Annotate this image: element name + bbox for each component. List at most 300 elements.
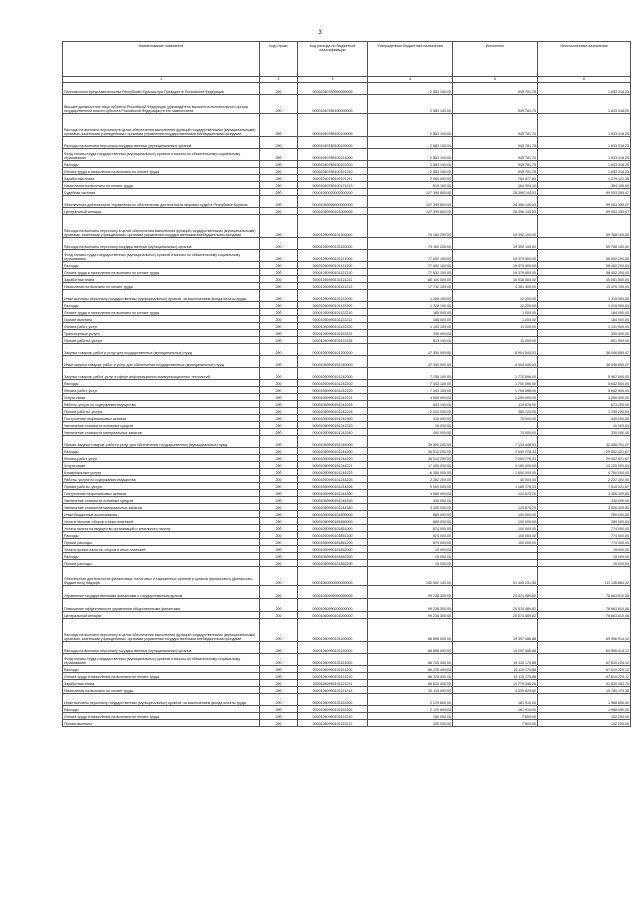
row-executed-amount: 7 800,00 <box>453 720 538 727</box>
row-executed-amount: 4 180 000,00 <box>453 462 538 469</box>
row-classification-code: 00001040780100121000 <box>298 149 368 161</box>
row-approved-amount: 77 632 100,00 <box>368 250 453 262</box>
column-number: 6 <box>538 77 631 83</box>
row-executed-amount: 40 000,00 <box>453 476 538 483</box>
row-line-code: 200 <box>260 208 298 215</box>
row-approved-amount: 36 512 200,00 <box>368 448 453 455</box>
row-line-code: 200 <box>260 720 298 727</box>
row-classification-code: 00001050990101851290 <box>298 539 368 546</box>
table-row <box>63 302 631 309</box>
row-indicator-name: Коммунальные услуги <box>63 469 260 476</box>
row-line-code: 200 <box>260 619 298 642</box>
row-indicator-name: Расходы <box>63 532 260 539</box>
row-approved-amount: 36 012 200,00 <box>368 455 453 462</box>
row-executed-amount: 19 297 086,88 <box>453 642 538 654</box>
row-approved-amount: 2 583 100,00 <box>368 95 453 114</box>
row-classification-code: 00001050990101240000 <box>298 356 368 368</box>
row-classification-code: 00001050990101851200 <box>298 532 368 539</box>
row-classification-code: 00001060990101121210 <box>298 673 368 680</box>
table-row <box>63 290 631 302</box>
row-line-code: 200 <box>260 290 298 302</box>
row-unexecuted-amount: 99 003 355,47 <box>538 189 631 196</box>
table-row <box>63 469 631 476</box>
row-executed-amount: 181 910,00 <box>453 694 538 706</box>
row-executed-amount: 949 781,75 <box>453 137 538 149</box>
row-indicator-name: Заработная плата <box>63 276 260 283</box>
row-indicator-name: Оплата труда и начисления на выплаты по оплате труда <box>63 713 260 720</box>
row-approved-amount: 889 000,00 <box>368 518 453 525</box>
row-approved-amount: 2 170 600,00 <box>368 706 453 713</box>
table-row <box>63 401 631 408</box>
row-line-code: 200 <box>260 504 298 511</box>
row-unexecuted-amount: 59 768 100,00 <box>538 215 631 238</box>
row-approved-amount: 79 160 200,00 <box>368 238 453 250</box>
table-row <box>63 408 631 415</box>
row-executed-amount: 19 379 900,00 <box>453 269 538 276</box>
row-indicator-name: Закупка товаров, работ, услуг в сфере информационно-коммуникационных технологий <box>63 368 260 380</box>
row-line-code: 200 <box>260 394 298 401</box>
row-line-code: 200 <box>260 262 298 269</box>
table-row <box>63 337 631 344</box>
table-row <box>63 309 631 316</box>
row-executed-amount: 19 115 175,88 <box>453 654 538 666</box>
table-row <box>63 250 631 262</box>
row-unexecuted-amount: 58 452 200,00 <box>538 250 631 262</box>
row-indicator-name: Повышение эффективности управления общественными финансами <box>63 599 260 612</box>
table-row <box>63 539 631 546</box>
row-indicator-name: Расходы <box>63 302 260 309</box>
row-classification-code: 00001050990101244226 <box>298 483 368 490</box>
row-line-code: 200 <box>260 269 298 276</box>
row-line-code: 200 <box>260 168 298 175</box>
row-line-code: 200 <box>260 560 298 567</box>
row-indicator-name: Поступление нефинансовых активов <box>63 490 260 497</box>
row-classification-code: 00001050990101244220 <box>298 455 368 462</box>
row-approved-amount: 400 000,00 <box>368 429 453 436</box>
row-classification-code: 00001050990101121211 <box>298 276 368 283</box>
table-row <box>63 462 631 469</box>
table-row <box>63 161 631 168</box>
table-row <box>63 83 631 95</box>
row-unexecuted-amount: 13 370 700,00 <box>538 283 631 290</box>
row-unexecuted-amount: 15 000,00 <box>538 422 631 429</box>
row-classification-code: 00001040780100121213 <box>298 182 368 189</box>
row-unexecuted-amount: 330 000,00 <box>538 330 631 337</box>
row-unexecuted-amount: 184 000,00 <box>538 309 631 316</box>
row-approved-amount: 2 583 100,00 <box>368 149 453 161</box>
row-approved-amount: 150 000,00 <box>368 713 453 720</box>
row-executed-amount: 949 781,75 <box>453 95 538 114</box>
row-indicator-name: Расходы <box>63 666 260 673</box>
row-executed-amount: 100 000,00 <box>453 539 538 546</box>
table-row <box>63 215 631 238</box>
row-unexecuted-amount: 184 000,00 <box>538 316 631 323</box>
table-row <box>63 586 631 599</box>
row-indicator-name: Прочие работы, услуги <box>63 337 260 344</box>
row-classification-code: 00001050990101122000 <box>298 290 368 302</box>
row-executed-amount: 949 781,75 <box>453 161 538 168</box>
column-number: 3 <box>298 77 368 83</box>
row-executed-amount: 1 000,00 <box>453 309 538 316</box>
row-indicator-name: Заработная плата <box>63 175 260 182</box>
row-executed-amount: 1 700 596,00 <box>453 380 538 387</box>
row-executed-amount: 4 361 400,00 <box>453 283 538 290</box>
row-unexecuted-amount: 29 002 421,67 <box>538 455 631 462</box>
table-row <box>63 380 631 387</box>
row-indicator-name: Фонд оплаты труда государственных (муниципальных) органов и взносы по обязательному социальному страхованию <box>63 250 260 262</box>
row-executed-amount <box>453 553 538 560</box>
row-executed-amount: 100 000,00 <box>453 518 538 525</box>
table-row <box>63 455 631 462</box>
row-executed-amount: 19 379 900,00 <box>453 250 538 262</box>
row-line-code: 200 <box>260 175 298 182</box>
row-unexecuted-amount: 67 610 224,12 <box>538 666 631 673</box>
row-unexecuted-amount: 1 633 318,25 <box>538 149 631 161</box>
row-approved-amount: 2 583 100,00 <box>368 137 453 149</box>
row-classification-code: 00001050990101121210 <box>298 269 368 276</box>
row-line-code: 200 <box>260 469 298 476</box>
row-unexecuted-amount: 58 452 200,00 <box>538 269 631 276</box>
row-line-code: 200 <box>260 654 298 666</box>
row-line-code: 200 <box>260 302 298 309</box>
row-line-code: 200 <box>260 713 298 720</box>
row-approved-amount: 3 580 000,00 <box>368 490 453 497</box>
row-classification-code: 00001050990101120000 <box>298 238 368 250</box>
table-row <box>63 490 631 497</box>
row-unexecuted-amount: 15 000,00 <box>538 560 631 567</box>
row-executed-amount: 1 600 000,00 <box>453 469 538 476</box>
row-indicator-name: Высшее должностное лицо субъекта Российской Федерации (руководитель высшего исполнительного органа государственной власти субъекта Российской Федерации) и его заместители <box>63 95 260 114</box>
row-unexecuted-amount: 111 136 864,32 <box>538 567 631 586</box>
row-approved-amount: 127 399 600,00 <box>368 208 453 215</box>
row-unexecuted-amount: 1 633 318,25 <box>538 95 631 114</box>
row-indicator-name: Расходы <box>63 448 260 455</box>
row-indicator-name: Оплата работ, услуг <box>63 455 260 462</box>
row-executed-amount: 181 910,00 <box>453 706 538 713</box>
row-unexecuted-amount: 774 000,00 <box>538 532 631 539</box>
row-indicator-name: Фонд оплаты труда государственных (муниципальных) органов и взносы по обязательному социальному страхованию <box>63 654 260 666</box>
row-classification-code: 00001050990101244221 <box>298 462 368 469</box>
row-approved-amount: 2 583 100,00 <box>368 168 453 175</box>
row-indicator-name: Услуги связи <box>63 394 260 401</box>
row-classification-code: 00001050990101851000 <box>298 525 368 532</box>
row-classification-code: 00001060990101122212 <box>298 720 368 727</box>
row-executed-amount: 19 392 100,00 <box>453 238 538 250</box>
row-executed-amount: 12 200,00 <box>453 290 538 302</box>
table-row <box>63 387 631 394</box>
row-approved-amount: 77 632 100,00 <box>368 269 453 276</box>
row-line-code: 200 <box>260 673 298 680</box>
row-indicator-name: Управление государственными финансами и государственным долгом <box>63 586 260 599</box>
row-executed-amount <box>453 497 538 504</box>
row-classification-code: 00001050990101242340 <box>298 429 368 436</box>
row-unexecuted-amount: 78 663 810,08 <box>538 612 631 619</box>
row-indicator-name: Иные закупки товаров, работ и услуг для обеспечения государственных (муниципальных) нужд <box>63 356 260 368</box>
row-classification-code: 00001050990101242220 <box>298 387 368 394</box>
row-line-code: 200 <box>260 586 298 599</box>
table-row <box>63 680 631 687</box>
row-classification-code: 00001050990101200000 <box>298 344 368 356</box>
row-indicator-name: Обеспечение деятельности финансовых, налоговых и таможенных органов и органов финансового (финансово-бюджетного) надзора <box>63 567 260 586</box>
row-indicator-name: Центральный аппарат <box>63 208 260 215</box>
row-approved-amount: 60 100 000,00 <box>368 276 453 283</box>
row-approved-amount: 1 143 100,00 <box>368 323 453 330</box>
row-unexecuted-amount: 5 642 504,00 <box>538 380 631 387</box>
row-indicator-name: Расходы на выплаты персоналу государственных (муниципальных) органов <box>63 238 260 250</box>
row-line-code: 200 <box>260 316 298 323</box>
row-line-code: 200 <box>260 666 298 673</box>
row-line-code: 200 <box>260 161 298 168</box>
row-approved-amount: 88 896 000,00 <box>368 619 453 642</box>
row-indicator-name: Прочие расходы <box>63 560 260 567</box>
row-classification-code: 00001060990101121000 <box>298 654 368 666</box>
row-executed-amount: 4 335 829,62 <box>453 687 538 694</box>
row-classification-code: 00001050990101852290 <box>298 560 368 567</box>
row-classification-code: 00001060990101121211 <box>298 680 368 687</box>
row-indicator-name: Прочие выплаты <box>63 720 260 727</box>
row-executed-amount: 8 904 044,53 <box>453 344 538 356</box>
row-approved-amount: 15 000,00 <box>368 560 453 567</box>
table-row <box>63 330 631 337</box>
row-executed-amount: 11 200,00 <box>453 323 538 330</box>
row-line-code: 200 <box>260 182 298 189</box>
row-approved-amount: 2 170 600,00 <box>368 694 453 706</box>
row-approved-amount: 2 262 200,00 <box>368 476 453 483</box>
table-row <box>63 706 631 713</box>
row-unexecuted-amount: 1 315 900,00 <box>538 290 631 302</box>
row-indicator-name: Расходы <box>63 553 260 560</box>
table-row <box>63 720 631 727</box>
header-budget-classification-code: Код расхода по бюджетной классификации <box>298 42 368 77</box>
row-executed-amount: 1 770 596,00 <box>453 368 538 380</box>
row-unexecuted-amount: 15 780 170,38 <box>538 687 631 694</box>
row-indicator-name: Судебная система <box>63 189 260 196</box>
row-indicator-name: Полномочного представительства Республики Бурятия при Президенте Российской Федерации <box>63 83 260 95</box>
row-approved-amount: 7 343 100,00 <box>368 387 453 394</box>
row-unexecuted-amount: 99 003 355,47 <box>538 208 631 215</box>
row-indicator-name: Расходы на выплаты персоналу в целях обеспечения выполнения функций государственными (муниципальными) органами, казенными учреждениями, органами управления государственными внебюджетными фондами <box>63 215 260 238</box>
row-classification-code: 00001050990101122226 <box>298 337 368 344</box>
row-indicator-name: Закупка товаров, работ и услуг для государственных (муниципальных) нужд <box>63 344 260 356</box>
header-unexecuted-assignments: Неисполненные назначения <box>538 42 631 77</box>
row-line-code: 200 <box>260 283 298 290</box>
row-approved-amount: 1 328 100,00 <box>368 302 453 309</box>
row-line-code: 200 <box>260 380 298 387</box>
table-row <box>63 654 631 666</box>
row-approved-amount: 4 500 000,00 <box>368 394 453 401</box>
row-indicator-name: Увеличение стоимости основных средств <box>63 422 260 429</box>
table-row <box>63 114 631 137</box>
row-indicator-name: Расходы на выплаты персоналу в целях обеспечения выполнения функций государственными (муниципальными) органами, казенными учреждениями, органами управления государственными внебюджетными фондами <box>63 619 260 642</box>
row-approved-amount: 17 400 000,00 <box>368 462 453 469</box>
row-executed-amount: 19 392 100,00 <box>453 215 538 238</box>
table-row <box>63 448 631 455</box>
row-approved-amount: 86 725 400,00 <box>368 666 453 673</box>
row-indicator-name: Увеличение стоимости материальных запасов <box>63 429 260 436</box>
row-approved-amount: 2 010 000,00 <box>368 408 453 415</box>
row-approved-amount: 39 592 200,00 <box>368 436 453 448</box>
row-classification-code: 00001050990101121000 <box>298 250 368 262</box>
row-line-code: 200 <box>260 309 298 316</box>
row-classification-code: 00001060990200000000 <box>298 599 368 612</box>
table-row <box>63 713 631 720</box>
row-approved-amount: 874 000,00 <box>368 532 453 539</box>
row-line-code: 200 <box>260 539 298 546</box>
row-classification-code: 00001050990101244340 <box>298 504 368 511</box>
row-approved-amount: 127 399 600,00 <box>368 196 453 208</box>
row-unexecuted-amount: 142 200,00 <box>538 713 631 720</box>
row-executed-amount <box>453 546 538 553</box>
row-indicator-name: Прочие работы, услуги <box>63 483 260 490</box>
table-row <box>63 483 631 490</box>
row-unexecuted-amount: 58 452 200,00 <box>538 262 631 269</box>
row-indicator-name: Расходы <box>63 262 260 269</box>
row-unexecuted-amount: 45 081 500,00 <box>538 276 631 283</box>
row-classification-code: 00001050990101122212 <box>298 316 368 323</box>
column-number: 5 <box>453 77 538 83</box>
budget-execution-table <box>62 41 631 727</box>
row-unexecuted-amount: 69 598 914,12 <box>538 642 631 654</box>
row-executed-amount: 1 000,00 <box>453 316 538 323</box>
row-approved-amount: 2 583 100,00 <box>368 114 453 137</box>
row-unexecuted-amount: 1 759 280,00 <box>538 408 631 415</box>
row-executed-amount: 19 115 175,88 <box>453 673 538 680</box>
row-unexecuted-amount: 345 000,00 <box>538 415 631 422</box>
row-unexecuted-amount: 789 000,00 <box>538 518 631 525</box>
row-executed-amount: 784 877,65 <box>453 175 538 182</box>
row-classification-code: 00001050990101242225 <box>298 401 368 408</box>
row-executed-amount: 12 200,00 <box>453 302 538 309</box>
row-unexecuted-amount: 78 663 810,08 <box>538 586 631 599</box>
row-unexecuted-amount: 142 200,00 <box>538 720 631 727</box>
row-executed-amount: 949 781,75 <box>453 149 538 161</box>
row-line-code: 200 <box>260 532 298 539</box>
table-row <box>63 415 631 422</box>
row-indicator-name: Оплата труда и начисления на выплаты по оплате труда <box>63 309 260 316</box>
row-unexecuted-amount: 1 988 690,00 <box>538 694 631 706</box>
row-classification-code: 00001040780000000000 <box>298 83 368 95</box>
column-number: 2 <box>260 77 298 83</box>
table-row <box>63 619 631 642</box>
row-approved-amount: 20 115 000,00 <box>368 687 453 694</box>
row-approved-amount: 99 238 300,00 <box>368 599 453 612</box>
row-indicator-name: Расходы на выплаты персоналу государственных (муниципальных) органов <box>63 642 260 654</box>
row-unexecuted-amount: 3 456 329,80 <box>538 490 631 497</box>
table-row <box>63 196 631 208</box>
row-line-code: 200 <box>260 337 298 344</box>
table-row <box>63 436 631 448</box>
row-line-code: 200 <box>260 401 298 408</box>
row-indicator-name: Оплата труда и начисления на выплаты по оплате труда <box>63 269 260 276</box>
row-unexecuted-amount: 1 633 318,25 <box>538 137 631 149</box>
row-line-code: 200 <box>260 137 298 149</box>
row-line-code: 200 <box>260 429 298 436</box>
row-classification-code: 00001060990101122210 <box>298 713 368 720</box>
row-classification-code: 00001050990101000000 <box>298 208 368 215</box>
row-line-code: 200 <box>260 189 298 196</box>
row-classification-code: 00001040780100121211 <box>298 175 368 182</box>
row-executed-amount: 20 574 489,82 <box>453 612 538 619</box>
row-unexecuted-amount: 2 222 200,00 <box>538 476 631 483</box>
row-executed-amount: 7 009 778,33 <box>453 455 538 462</box>
row-line-code: 200 <box>260 344 298 356</box>
row-approved-amount: 127 399 600,00 <box>368 189 453 196</box>
header-executed: Исполнено <box>453 42 538 77</box>
table-row <box>63 560 631 567</box>
row-classification-code: 00001050990101122220 <box>298 323 368 330</box>
table-row <box>63 553 631 560</box>
row-unexecuted-amount: 430 000,00 <box>538 497 631 504</box>
row-approved-amount: 15 000,00 <box>368 546 453 553</box>
row-line-code: 200 <box>260 525 298 532</box>
table-row <box>63 532 631 539</box>
table-row <box>63 262 631 269</box>
row-executed-amount: 7 800,00 <box>453 713 538 720</box>
row-classification-code: 00001060990000000000 <box>298 586 368 599</box>
row-classification-code: 00001050990101244225 <box>298 476 368 483</box>
row-classification-code: 00001040780100100000 <box>298 114 368 137</box>
row-classification-code: 00001050990101242000 <box>298 368 368 380</box>
table-row <box>63 504 631 511</box>
row-approved-amount: 15 000,00 <box>368 422 453 429</box>
row-executed-amount: 11 200,00 <box>453 337 538 344</box>
table-row <box>63 599 631 612</box>
row-unexecuted-amount: 13 220 000,00 <box>538 462 631 469</box>
row-approved-amount: 813 100,00 <box>368 337 453 344</box>
row-executed-amount: 19 115 175,88 <box>453 666 538 673</box>
row-approved-amount: 330 000,00 <box>368 330 453 337</box>
row-approved-amount: 3 150 000,00 <box>368 504 453 511</box>
row-indicator-name: Расходы <box>63 380 260 387</box>
row-executed-amount: 14 779 346,26 <box>453 680 538 687</box>
row-line-code: 200 <box>260 497 298 504</box>
row-indicator-name: Прочая закупка товаров, работ и услуг для обеспечения государственных (муниципальных) нужд <box>63 436 260 448</box>
row-classification-code: 00001060990101100000 <box>298 619 368 642</box>
row-classification-code: 00001050990101242221 <box>298 394 368 401</box>
row-line-code: 200 <box>260 567 298 586</box>
row-line-code: 200 <box>260 483 298 490</box>
table-row <box>63 269 631 276</box>
table-row <box>63 276 631 283</box>
row-classification-code: 00001050990101100000 <box>298 215 368 238</box>
row-indicator-name: Услуги связи <box>63 462 260 469</box>
row-approved-amount: 2 064 000,00 <box>368 175 453 182</box>
row-unexecuted-amount: 51 830 053,74 <box>538 680 631 687</box>
row-approved-amount: 9 000 000,00 <box>368 483 453 490</box>
row-executed-amount: 164 904,10 <box>453 182 538 189</box>
row-executed-amount: 28 396 144,53 <box>453 196 538 208</box>
row-line-code: 200 <box>260 330 298 337</box>
row-approved-amount: 6 350 000,00 <box>368 469 453 476</box>
row-classification-code: 00001050990101244223 <box>298 469 368 476</box>
row-executed-amount: 20 574 489,82 <box>453 586 538 599</box>
row-approved-amount: 66 610 400,00 <box>368 680 453 687</box>
table-row <box>63 694 631 706</box>
table-row <box>63 283 631 290</box>
row-unexecuted-amount: 789 000,00 <box>538 511 631 518</box>
column-number: 4 <box>368 77 453 83</box>
header-indicator-name: Наименование показателя <box>63 42 260 77</box>
row-unexecuted-amount: 15 000,00 <box>538 553 631 560</box>
row-indicator-name: Расходы на выплаты персоналу государственных (муниципальных) органов <box>63 137 260 149</box>
row-executed-amount: 123 670,20 <box>453 504 538 511</box>
row-line-code: 200 <box>260 387 298 394</box>
row-line-code: 200 <box>260 599 298 612</box>
row-unexecuted-amount: 3 026 329,80 <box>538 504 631 511</box>
row-line-code: 200 <box>260 408 298 415</box>
row-indicator-name: Иные выплаты персоналу государственных (муниципальных) органов, за исключением фонда оплаты труда <box>63 290 260 302</box>
row-classification-code: 00001040780100121210 <box>298 168 368 175</box>
